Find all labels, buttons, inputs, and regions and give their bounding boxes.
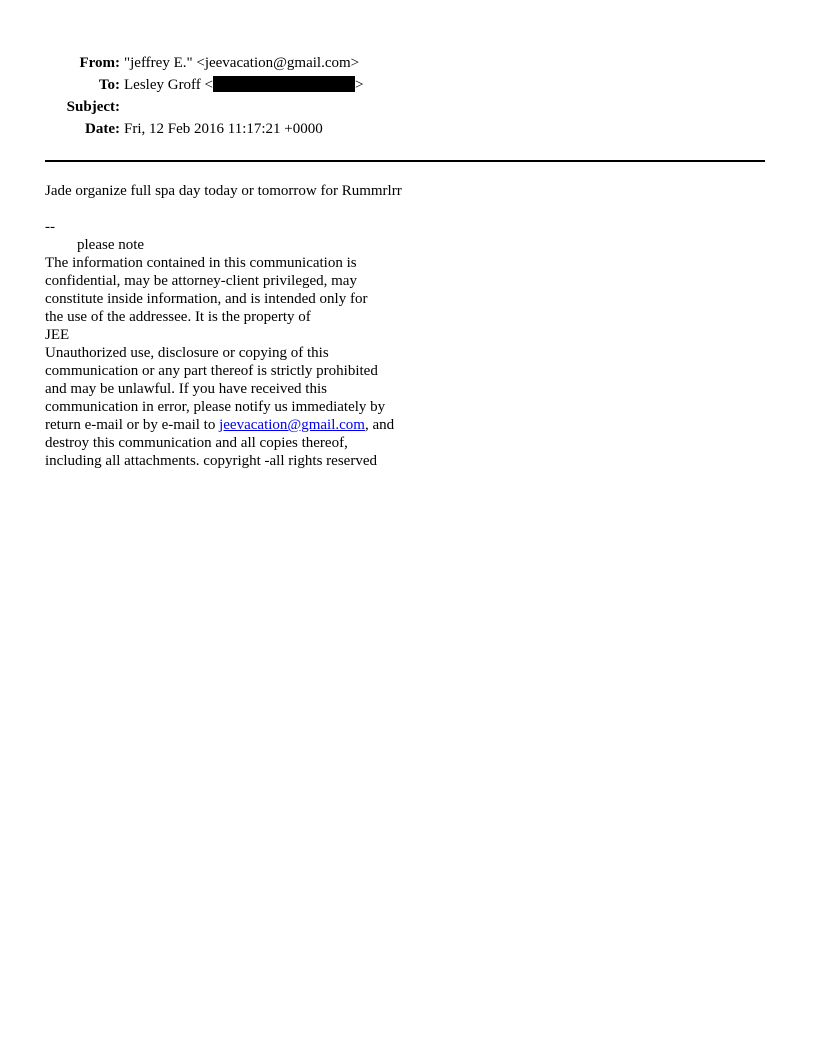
date-row (0, 118, 816, 140)
to-suffix: > (355, 77, 364, 93)
disclaimer (45, 254, 765, 470)
to-row (0, 74, 816, 96)
disclaimer-line: confidential, may be attorney-client privileged, may (45, 273, 357, 289)
disclaimer-line: The information contained in this communication is (45, 255, 357, 271)
disclaimer-line: the use of the addressee. It is the property of (45, 309, 311, 325)
date-label: Date: (85, 121, 120, 137)
disclaimer-line: including all attachments. copyright -all rights reserved (45, 453, 377, 469)
please-note: please note (77, 237, 145, 253)
disclaimer-line: communication or any part thereof is strictly prohibited (45, 363, 378, 379)
disclaimer-line: destroy this communication and all copies thereof, (45, 435, 348, 451)
disclaimer-line: and may be unlawful. If you have received this (45, 381, 327, 397)
to-label: To: (98, 77, 120, 93)
date-value: Fri, 12 Feb 2016 11:17:21 +0000 (124, 121, 323, 137)
email-link[interactable]: jeevacation@gmail.com (219, 417, 365, 433)
spacer (45, 200, 765, 218)
email-header (0, 52, 816, 140)
to-prefix: Lesley Groff < (124, 77, 213, 93)
disclaimer-line: JEE (45, 327, 70, 343)
subject-label: Subject: (66, 99, 120, 115)
return-line-suffix: , and (364, 417, 395, 433)
return-line-prefix: return e-mail or by e-mail to (45, 417, 220, 433)
from-row (0, 52, 816, 74)
signature-separator: -- (45, 219, 55, 235)
from-label: From: (79, 55, 120, 71)
from-value: "jeffrey E." <jeevacation@gmail.com> (124, 55, 360, 71)
redaction-block (213, 76, 355, 92)
email-body (45, 182, 765, 470)
to-value (124, 74, 363, 96)
disclaimer-line: Unauthorized use, disclosure or copying of this (45, 345, 329, 361)
message-text: Jade organize full spa day today or tomorrow for Rummrlrr (45, 183, 402, 199)
subject-row (0, 96, 816, 118)
disclaimer-line: communication in error, please notify us immediately by (45, 399, 386, 415)
header-divider (45, 160, 765, 162)
return-line (45, 416, 765, 434)
disclaimer-line: constitute inside information, and is intended only for (45, 291, 368, 307)
